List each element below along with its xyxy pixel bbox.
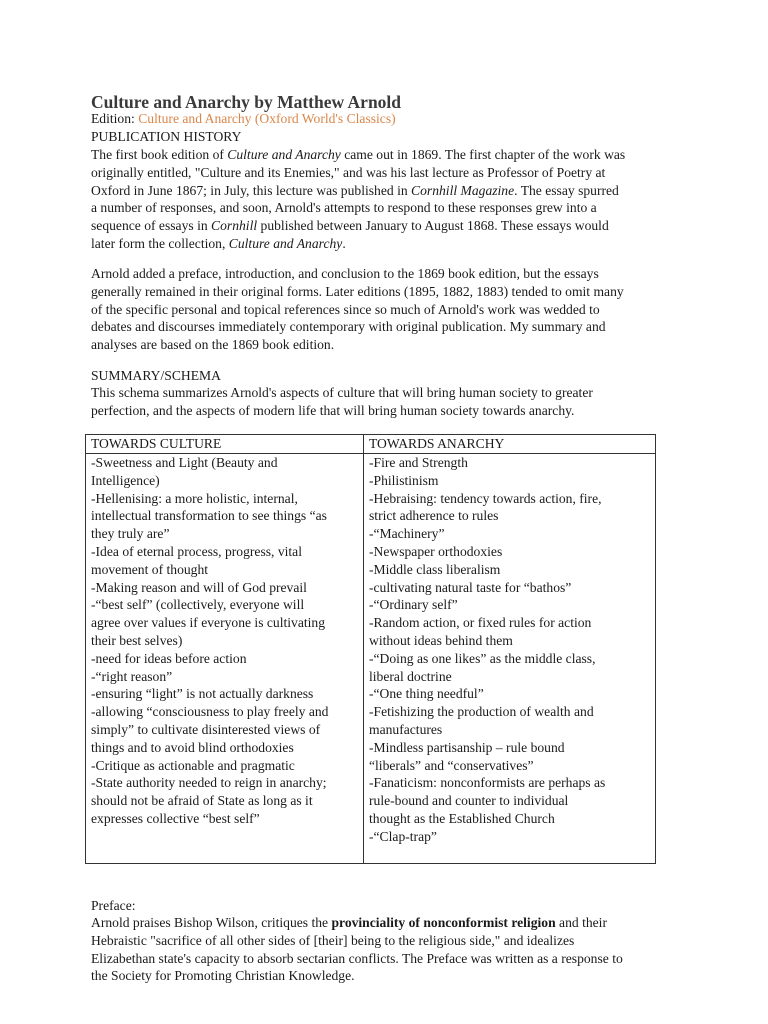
- text-line: debates and discourses immediately contemporary with original publication. My summary and: [91, 319, 606, 335]
- header-towards-culture: TOWARDS CULTURE: [86, 435, 364, 454]
- text-line: generally remained in their original forms. Later editions (1895, 1882, 1883) tended to omit many: [91, 283, 624, 299]
- schema-item-line: Intelligence): [91, 472, 160, 488]
- text-line: Arnold praises Bishop Wilson, critiques the provinciality of nonconformist religion and their: [91, 915, 607, 930]
- schema-item-line: simply” to cultivate disinterested views of: [91, 721, 321, 737]
- italic-title: Culture and Anarchy: [228, 235, 343, 251]
- schema-item-line: without ideas behind them: [369, 632, 513, 648]
- text-line: originally entitled, "Culture and its Enemies," and was his last lecture as Professor of Poetry at: [91, 164, 606, 180]
- schema-item-line: -cultivating natural taste for “bathos”: [369, 579, 572, 595]
- schema-item-line: -Mindless partisanship – rule bound: [369, 739, 565, 755]
- schema-item-line: manufactures: [369, 721, 443, 737]
- culture-cell: [86, 454, 364, 864]
- summary-intro: [91, 384, 681, 420]
- text-line: a number of responses, and soon, Arnold's attempts to respond to these responses grew into a: [91, 200, 597, 216]
- publication-history-paragraph-1: [91, 146, 681, 253]
- bold-phrase: provinciality of nonconformist religion: [331, 915, 556, 930]
- schema-item-line: -“Clap-trap”: [369, 828, 437, 844]
- schema-item-line: should not be afraid of State as long as it: [91, 793, 313, 809]
- text-line: This schema summarizes Arnold's aspects of culture that will bring human society to greater: [91, 385, 593, 400]
- schema-item-line: -Fanaticism: nonconformists are perhaps as: [369, 775, 606, 791]
- schema-item-line: -“best self” (collectively, everyone will: [91, 597, 305, 613]
- schema-item-line: -“Machinery”: [369, 526, 445, 542]
- anarchy-cell: [364, 454, 656, 864]
- schema-item-line: thought as the Established Church: [369, 810, 555, 826]
- publication-history-paragraph-2: [91, 265, 681, 354]
- schema-item-line: agree over values if everyone is cultivating: [91, 615, 326, 631]
- schema-item-line: movement of thought: [91, 561, 209, 577]
- schema-item-line: things and to avoid blind orthodoxies: [91, 739, 294, 755]
- edition-line: [91, 110, 396, 128]
- schema-item-line: their best selves): [91, 632, 183, 648]
- schema-item-line: -Newspaper orthodoxies: [369, 543, 503, 559]
- document-title: Culture and Anarchy by Matthew Arnold: [91, 92, 402, 112]
- publication-history-heading: PUBLICATION HISTORY: [91, 129, 242, 144]
- schema-item-line: -Philistinism: [369, 472, 439, 488]
- schema-item-line: -allowing “consciousness to play freely and: [91, 704, 329, 720]
- schema-item-line: -Hellenising: a more holistic, internal,: [91, 490, 298, 506]
- schema-item-line: liberal doctrine: [369, 668, 452, 684]
- preface-paragraph: [91, 914, 691, 985]
- text-line: Hebraistic "sacrifice of all other sides of [their] being to the religious side," and idealizes: [91, 932, 575, 948]
- text-line: sequence of essays in Cornhill published between January to August 1868. These essays would: [91, 218, 609, 234]
- schema-header-row: [86, 435, 656, 454]
- schema-item-line: -Fire and Strength: [369, 455, 468, 470]
- schema-item-line: -Random action, or fixed rules for action: [369, 615, 592, 631]
- text-line: analyses are based on the 1869 book edition.: [91, 337, 335, 353]
- italic-title: Cornhill: [211, 218, 258, 234]
- italic-title: Culture and Anarchy: [227, 147, 341, 162]
- schema-item-line: -ensuring “light” is not actually darkness: [91, 686, 314, 702]
- summary-heading: SUMMARY/SCHEMA: [91, 368, 221, 383]
- schema-item-line: strict adherence to rules: [369, 508, 499, 524]
- edition-link[interactable]: Culture and Anarchy (Oxford World's Classics): [138, 111, 396, 126]
- text-line: The first book edition of Culture and Anarchy came out in 1869. The first chapter of the work was: [91, 147, 626, 162]
- italic-title: Cornhill Magazine: [411, 182, 515, 198]
- text-line: Elizabethan state's capacity to absorb sectarian conflicts. The Preface was written as a response to: [91, 950, 623, 966]
- schema-item-line: -Critique as actionable and pragmatic: [91, 757, 295, 773]
- text-line: Oxford in June 1867; in July, this lecture was published in Cornhill Magazine. The essay spurred: [91, 182, 619, 198]
- schema-body-row: [86, 454, 656, 864]
- schema-item-line: -Idea of eternal process, progress, vital: [91, 543, 302, 559]
- schema-item-line: intellectual transformation to see things “as: [91, 508, 327, 524]
- schema-item-line: -“One thing needful”: [369, 686, 484, 702]
- text-line: perfection, and the aspects of modern life that will bring human society towards anarchy.: [91, 402, 575, 418]
- schema-item-line: -State authority needed to reign in anarchy;: [91, 775, 327, 791]
- schema-item-line: they truly are”: [91, 526, 170, 542]
- schema-item-line: -Sweetness and Light (Beauty and: [91, 455, 278, 470]
- text-line: later form the collection, Culture and Anarchy.: [91, 235, 346, 251]
- schema-item-line: -Hebraising: tendency towards action, fire,: [369, 490, 602, 506]
- schema-item-line: -Fetishizing the production of wealth and: [369, 704, 594, 720]
- header-towards-anarchy: TOWARDS ANARCHY: [364, 435, 656, 454]
- preface-label: Preface:: [91, 898, 136, 913]
- schema-item-line: “liberals” and “conservatives”: [369, 757, 534, 773]
- schema-item-line: -need for ideas before action: [91, 650, 247, 666]
- text-line: the Society for Promoting Christian Knowledge.: [91, 968, 355, 984]
- text-line: of the specific personal and topical references since so much of Arnold's work was wedded to: [91, 301, 600, 317]
- schema-item-line: -Making reason and will of God prevail: [91, 579, 307, 595]
- schema-item-line: -“Doing as one likes” as the middle class,: [369, 650, 596, 666]
- schema-item-line: rule-bound and counter to individual: [369, 793, 569, 809]
- schema-table: [85, 434, 656, 864]
- schema-item-line: -“right reason”: [91, 668, 173, 684]
- schema-item-line: -Middle class liberalism: [369, 561, 501, 577]
- schema-item-line: expresses collective “best self”: [91, 810, 260, 826]
- schema-item-line: -“Ordinary self”: [369, 597, 458, 613]
- edition-label: Edition:: [91, 111, 139, 126]
- text-line: Arnold added a preface, introduction, and conclusion to the 1869 book edition, but the essays: [91, 266, 599, 281]
